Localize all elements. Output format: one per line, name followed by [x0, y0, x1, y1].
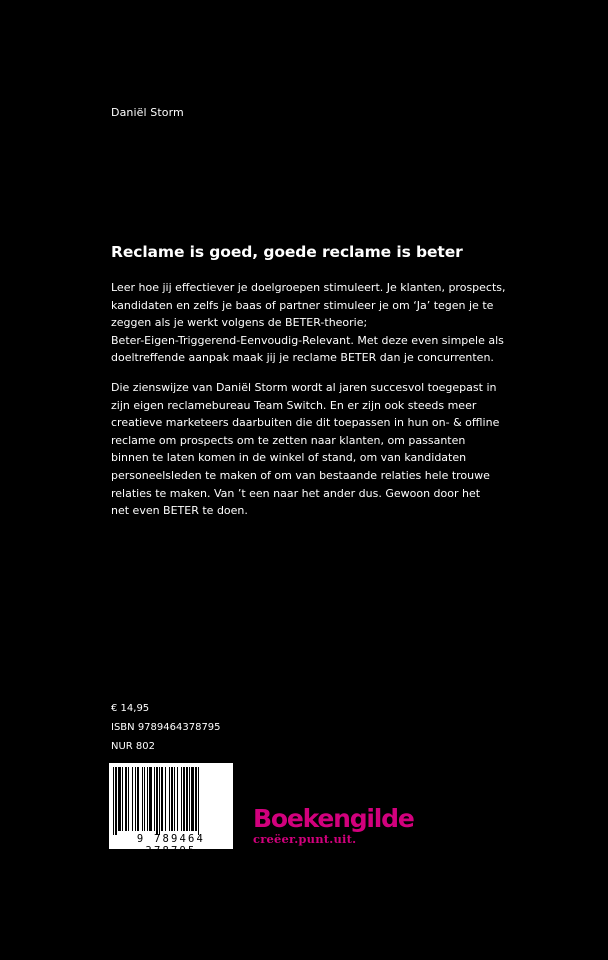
- barcode-number: 9 789464 378795: [136, 833, 206, 857]
- description-paragraph-2: [111, 379, 531, 520]
- text-line: relaties te maken. Van ’t een naar het ander dus. Gewoon door het: [111, 486, 481, 500]
- text-line: reclame om prospects om te zetten naar klanten, om passanten: [111, 433, 466, 447]
- barcode: [109, 763, 233, 857]
- publisher-tagline: creëer.punt.uit.: [253, 832, 357, 846]
- isbn: ISBN 9789464378795: [111, 722, 221, 733]
- text-line: zeggen als je werkt volgens de BETER-theorie;: [111, 316, 368, 330]
- text-line: creatieve marketeers daarbuiten die dit toepassen in hun on- & offline: [111, 416, 500, 430]
- publisher-logo: [253, 806, 414, 846]
- author-name: Daniël Storm: [111, 106, 184, 119]
- text-line: Die zienswijze van Daniël Storm wordt al jaren succesvol toegepast in: [111, 381, 497, 394]
- text-line: zijn eigen reclamebureau Team Switch. En er zijn ook steeds meer: [111, 398, 477, 412]
- text-line: net even BETER te doen.: [111, 504, 248, 518]
- text-line: personeelsleden te maken of om van bestaande relaties hele trouwe: [111, 468, 490, 482]
- text-line: kandidaten en zelfs je baas of partner stimuleer je om ‘Ja’ tegen je te: [111, 298, 494, 312]
- description-paragraph-1: [111, 279, 531, 367]
- text-line: doeltreffende aanpak maak jij je reclame BETER dan je concurrenten.: [111, 351, 494, 365]
- price: € 14,95: [111, 703, 150, 714]
- back-cover-heading: Reclame is goed, goede reclame is beter: [111, 243, 463, 261]
- publisher-name: Boekengilde: [253, 804, 414, 833]
- text-line: Beter-Eigen-Triggerend-Eenvoudig-Relevant. Met deze even simpele als: [111, 333, 504, 347]
- text-line: Leer hoe jij effectiever je doelgroepen stimuleert. Je klanten, prospects,: [111, 281, 506, 294]
- text-line: binnen te laten komen in de winkel of stand, om van kandidaten: [111, 451, 467, 465]
- nur-code: NUR 802: [111, 741, 156, 752]
